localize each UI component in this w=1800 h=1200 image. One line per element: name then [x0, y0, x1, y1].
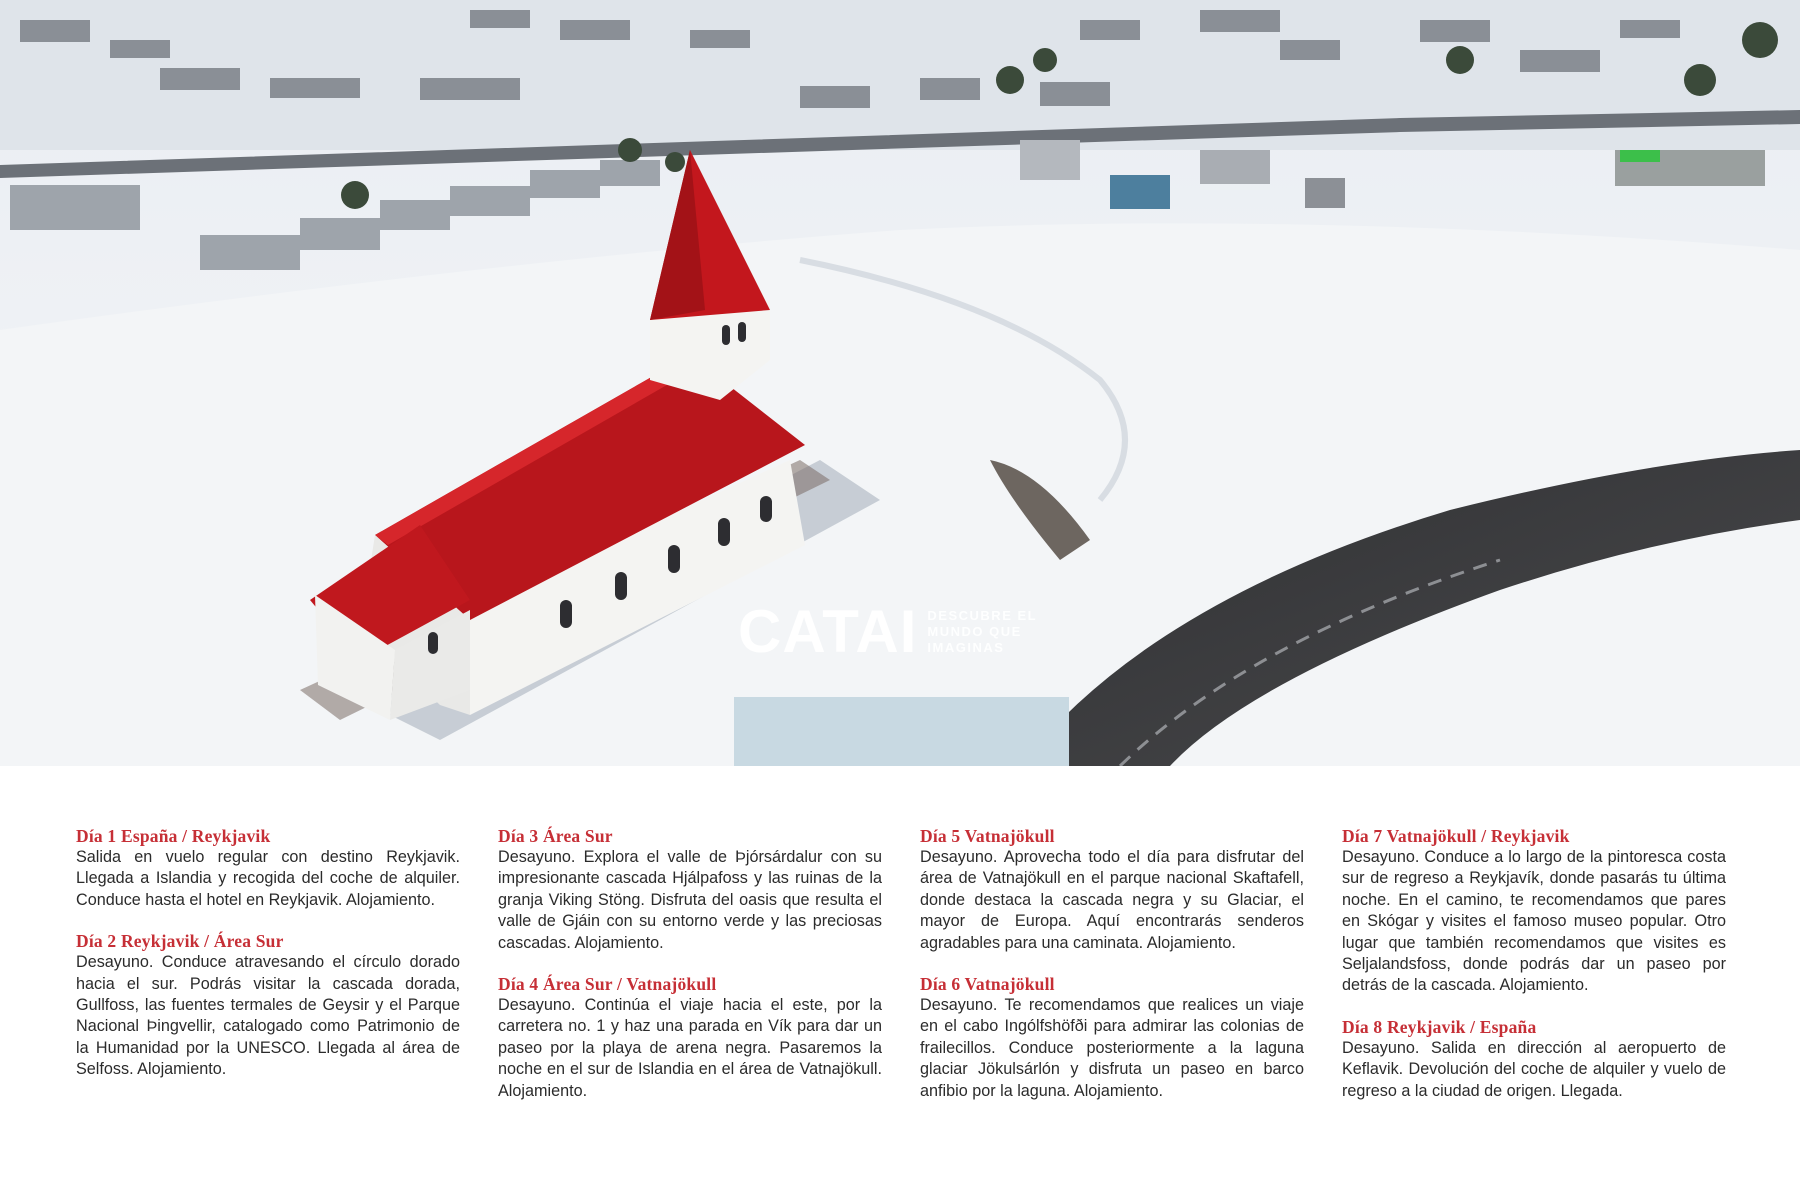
day-description: Desayuno. Conduce atravesando el círculo dorado hacia el sur. Podrás visitar la cascada dorada, Gullfoss, las fuentes termales de Geysir y el Parque Nacional Þingvellir, catalogado como Patrimonio de la Humanidad por la UNESCO. Llegada al área de Selfoss. Alojamiento. [76, 953, 460, 1079]
day-title: Día 6 Vatnajökull [920, 974, 1055, 995]
itinerary-column-3 [920, 826, 1304, 1122]
itinerary-day [1342, 826, 1726, 997]
logo-tagline-line: MUNDO QUE [927, 624, 1022, 639]
day-title: Día 4 Área Sur / Vatnajökull [498, 974, 717, 995]
itinerary-day [920, 974, 1304, 1102]
itinerary-columns [76, 826, 1726, 1146]
day-description: Desayuno. Continúa el viaje hacia el este, por la carretera no. 1 y haz una parada en Vík para dar un paseo por la playa de arena negra. Pasaremos la noche en el sur de Islandia en el área de Vatnajökull. Alojamiento. [498, 996, 882, 1100]
day-description: Desayuno. Conduce a lo largo de la pintoresca costa sur de regreso a Reykjavík, donde pasarás tu última noche. En el camino, te recomendamos que pares en Skógar y visites el famoso museo popular. Otro lugar que también recomendamos que visites es Seljalandsfoss, donde podrás dar un paseo por detrás de la cascada. Alojamiento. [1342, 848, 1726, 995]
logo-tagline [927, 608, 1037, 656]
logo-tagline-line: IMAGINAS [927, 640, 1005, 655]
light-blue-tab [734, 697, 1069, 766]
day-description: Desayuno. Salida en dirección al aeropuerto de Keflavik. Devolución del coche de alquiler y vuelo de regreso a la ciudad de origen. Llegada. [1342, 1038, 1726, 1100]
day-title: Día 7 Vatnajökull / Reykjavik [1342, 826, 1570, 846]
logo-wordmark: CATAI [738, 598, 918, 665]
itinerary-day [920, 826, 1304, 954]
itinerary-day [498, 974, 882, 1102]
itinerary-day [1342, 1017, 1726, 1102]
day-title: Día 3 Área Sur [498, 826, 613, 846]
day-description: Salida en vuelo regular con destino Reykjavik. Llegada a Islandia y recogida del coche de alquiler. Conduce hasta el hotel en Reykjavik. Alojamiento. [76, 848, 460, 909]
itinerary-day [76, 826, 460, 911]
day-title: Día 5 Vatnajökull [920, 826, 1055, 846]
itinerary-column-4 [1342, 826, 1726, 1122]
day-description: Desayuno. Te recomendamos que realices un viaje en el cabo Ingólfshöfði para admirar las colonias de frailecillos. Conduce posteriormente a la laguna glaciar Jökulsárlón y disfruta un paseo en barco anfibio por la laguna. Alojamiento. [920, 996, 1304, 1100]
catai-logo [738, 598, 1037, 666]
day-title: Día 1 España / Reykjavik [76, 826, 271, 846]
logo-tagline-line: DESCUBRE EL [927, 608, 1038, 623]
itinerary-day [76, 931, 460, 1080]
day-description: Desayuno. Aprovecha todo el día para disfrutar del área de Vatnajökull en el parque nacional Skaftafell, donde destaca la cascada negra y su Glaciar, el mayor de Europa. Aquí encontrarás senderos agradables para una caminata. Alojamiento. [920, 848, 1304, 952]
day-title: Día 8 Reykjavik / España [1342, 1016, 1537, 1037]
itinerary-column-2 [498, 826, 882, 1122]
day-description: Desayuno. Explora el valle de Þjórsárdalur con su impresionante cascada Hjálpafoss y las ruinas de la granja Viking Stöng. Disfruta del oasis que resulta el valle de Gjáin con su entorno verde y las preciosas cascadas. Alojamiento. [498, 848, 882, 952]
day-title: Día 2 Reykjavik / Área Sur [76, 931, 284, 952]
itinerary-day [498, 826, 882, 954]
itinerary-column-1 [76, 826, 460, 1101]
